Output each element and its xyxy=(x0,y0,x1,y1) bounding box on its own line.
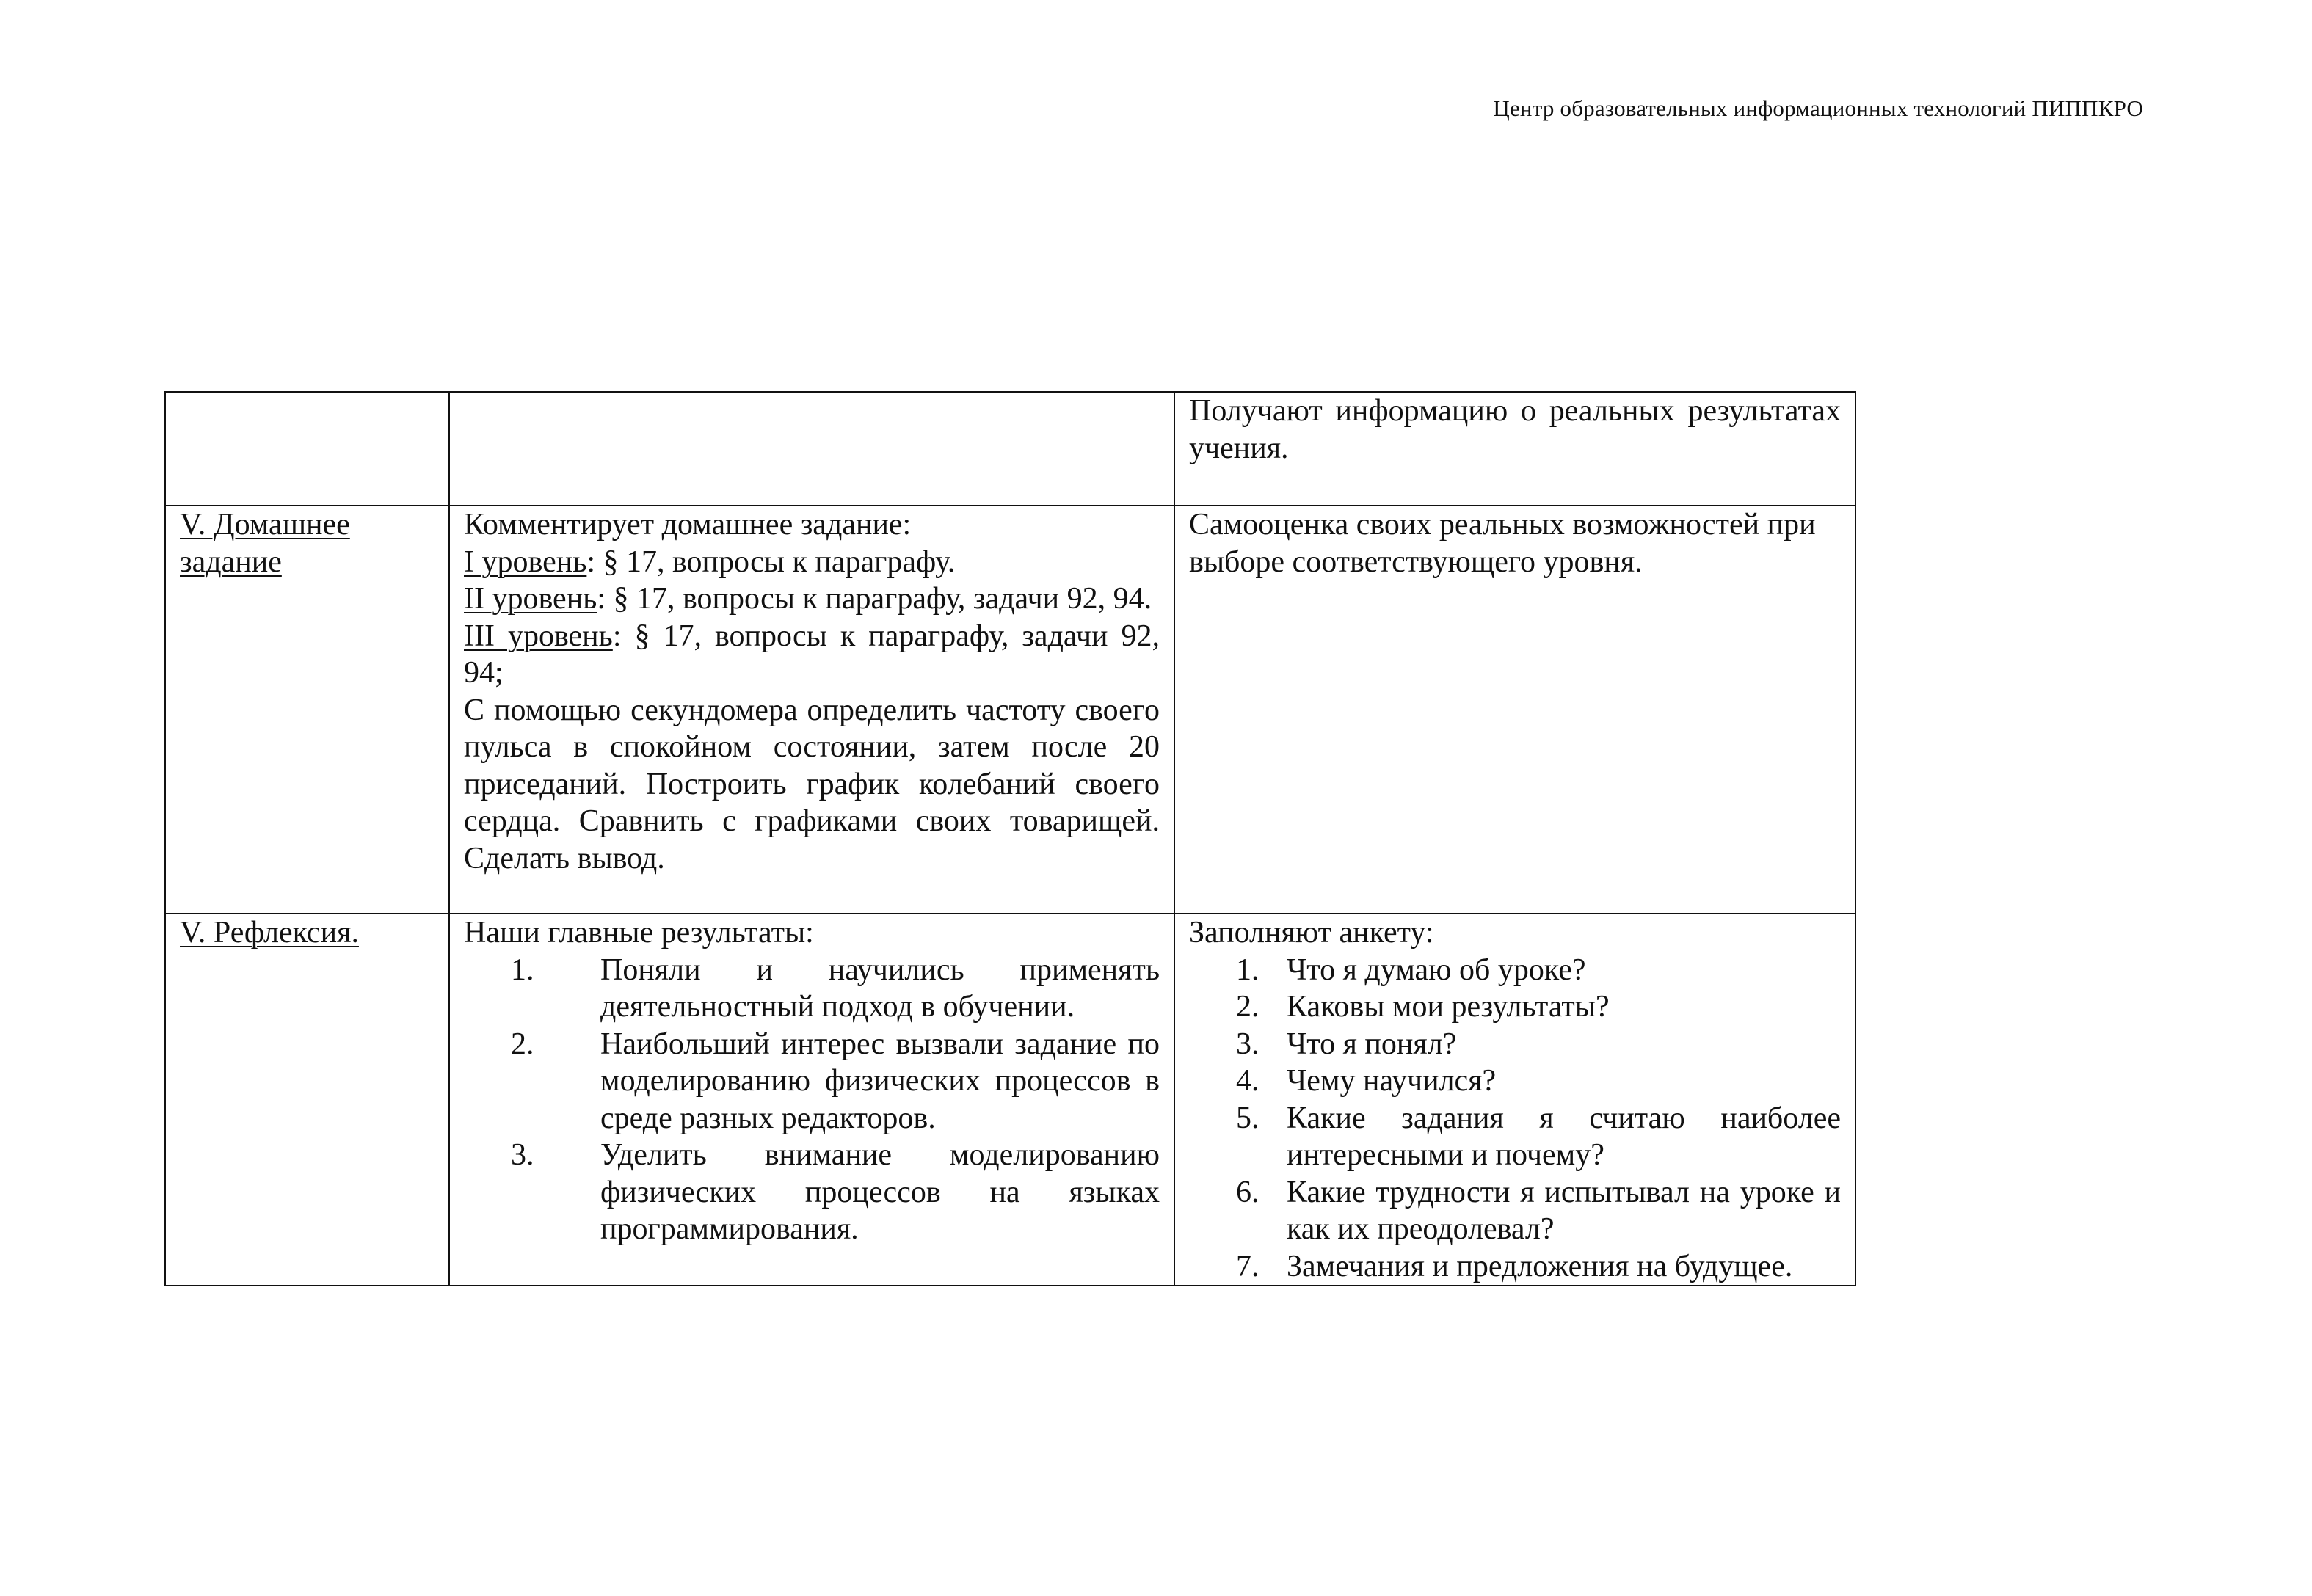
list-item xyxy=(1189,1248,1841,1286)
list-number: 7. xyxy=(1236,1249,1259,1283)
list-item xyxy=(1189,1174,1841,1248)
list-number: 5. xyxy=(1236,1101,1259,1135)
list-number: 2. xyxy=(511,1027,534,1061)
list-number: 1. xyxy=(1236,952,1259,987)
list-number: 3. xyxy=(1236,1027,1259,1061)
list-text: Чему научился? xyxy=(1287,1064,1497,1098)
level-label: III уровень xyxy=(464,619,613,653)
list-text: Что я понял? xyxy=(1287,1027,1457,1061)
list-text: Какие задания я считаю наиболее интересными и почему? xyxy=(1287,1101,1841,1172)
list-text: Замечания и предложения на будущее. xyxy=(1287,1249,1793,1283)
list-item xyxy=(464,1137,1160,1248)
level-text: : § 17, вопросы к параграфу, задачи 92, 94. xyxy=(597,582,1152,616)
list-item xyxy=(1189,952,1841,989)
list-number: 4. xyxy=(1236,1064,1259,1098)
list-number: 3. xyxy=(511,1138,534,1172)
lesson-table xyxy=(164,391,1856,1286)
student-activity-cell: Получают информацию о реальных результатах учения. xyxy=(1174,392,1855,506)
student-activity-cell xyxy=(1174,506,1855,914)
list-number: 6. xyxy=(1236,1175,1259,1209)
results-list xyxy=(464,952,1160,1248)
student-activity-cell xyxy=(1174,914,1855,1286)
list-item xyxy=(1189,1100,1841,1174)
stage-cell xyxy=(165,506,449,914)
list-text: Что я думаю об уроке? xyxy=(1287,952,1586,987)
homework-level xyxy=(464,580,1160,618)
list-text: Какие трудности я испытывал на уроке и как их преодолевал? xyxy=(1287,1175,1841,1246)
list-item xyxy=(464,952,1160,1026)
list-item xyxy=(1189,1026,1841,1063)
page-header: Центр образовательных информационных технологий ПИППКРО xyxy=(1493,95,2143,121)
list-item xyxy=(1189,1063,1841,1100)
table-row xyxy=(165,392,1855,506)
teacher-activity-cell xyxy=(449,392,1174,506)
level-label: I уровень xyxy=(464,544,587,579)
self-assessment-text: Самооценка своих реальных возможностей при выборе соответствующего уровня. xyxy=(1189,508,1816,579)
stage-cell xyxy=(165,392,449,506)
list-text: Поняли и научились применять деятельностный подход в обучении. xyxy=(600,952,1160,1024)
questionnaire-intro: Заполняют анкету: xyxy=(1189,916,1434,950)
list-number: 1. xyxy=(511,952,534,987)
level-label: II уровень xyxy=(464,582,597,616)
homework-task: С помощью секундомера определить частоту своего пульса в спокойном состоянии, затем после 20 приседаний. Построить график колебаний своего сердца. Сравнить с графиками своих товарищей. Сделать вывод. xyxy=(464,693,1160,875)
table-row xyxy=(165,506,1855,914)
homework-level xyxy=(464,544,1160,581)
stage-title: V. Домашнее задание xyxy=(180,508,350,579)
homework-intro: Комментирует домашнее задание: xyxy=(464,508,912,542)
list-item xyxy=(1189,988,1841,1026)
questionnaire-list xyxy=(1189,952,1841,1286)
list-text: Наибольший интерес вызвали задание по моделированию физических процессов в среде разных редакторов. xyxy=(600,1027,1160,1135)
homework-level xyxy=(464,618,1160,692)
list-number: 2. xyxy=(1236,990,1259,1024)
list-text: Уделить внимание моделированию физических процессов на языках программирования. xyxy=(600,1138,1160,1246)
list-item xyxy=(464,1026,1160,1137)
list-text: Каковы мои результаты? xyxy=(1287,990,1610,1024)
results-intro: Наши главные результаты: xyxy=(464,916,814,950)
table-row xyxy=(165,914,1855,1286)
stage-title: V. Рефлексия. xyxy=(180,916,359,950)
level-text: : § 17, вопросы к параграфу. xyxy=(586,544,956,579)
teacher-activity-cell xyxy=(449,506,1174,914)
level-text: : § 17, вопросы к параграфу, задачи 92, 94; xyxy=(464,619,1160,690)
teacher-activity-cell xyxy=(449,914,1174,1286)
stage-cell xyxy=(165,914,449,1286)
